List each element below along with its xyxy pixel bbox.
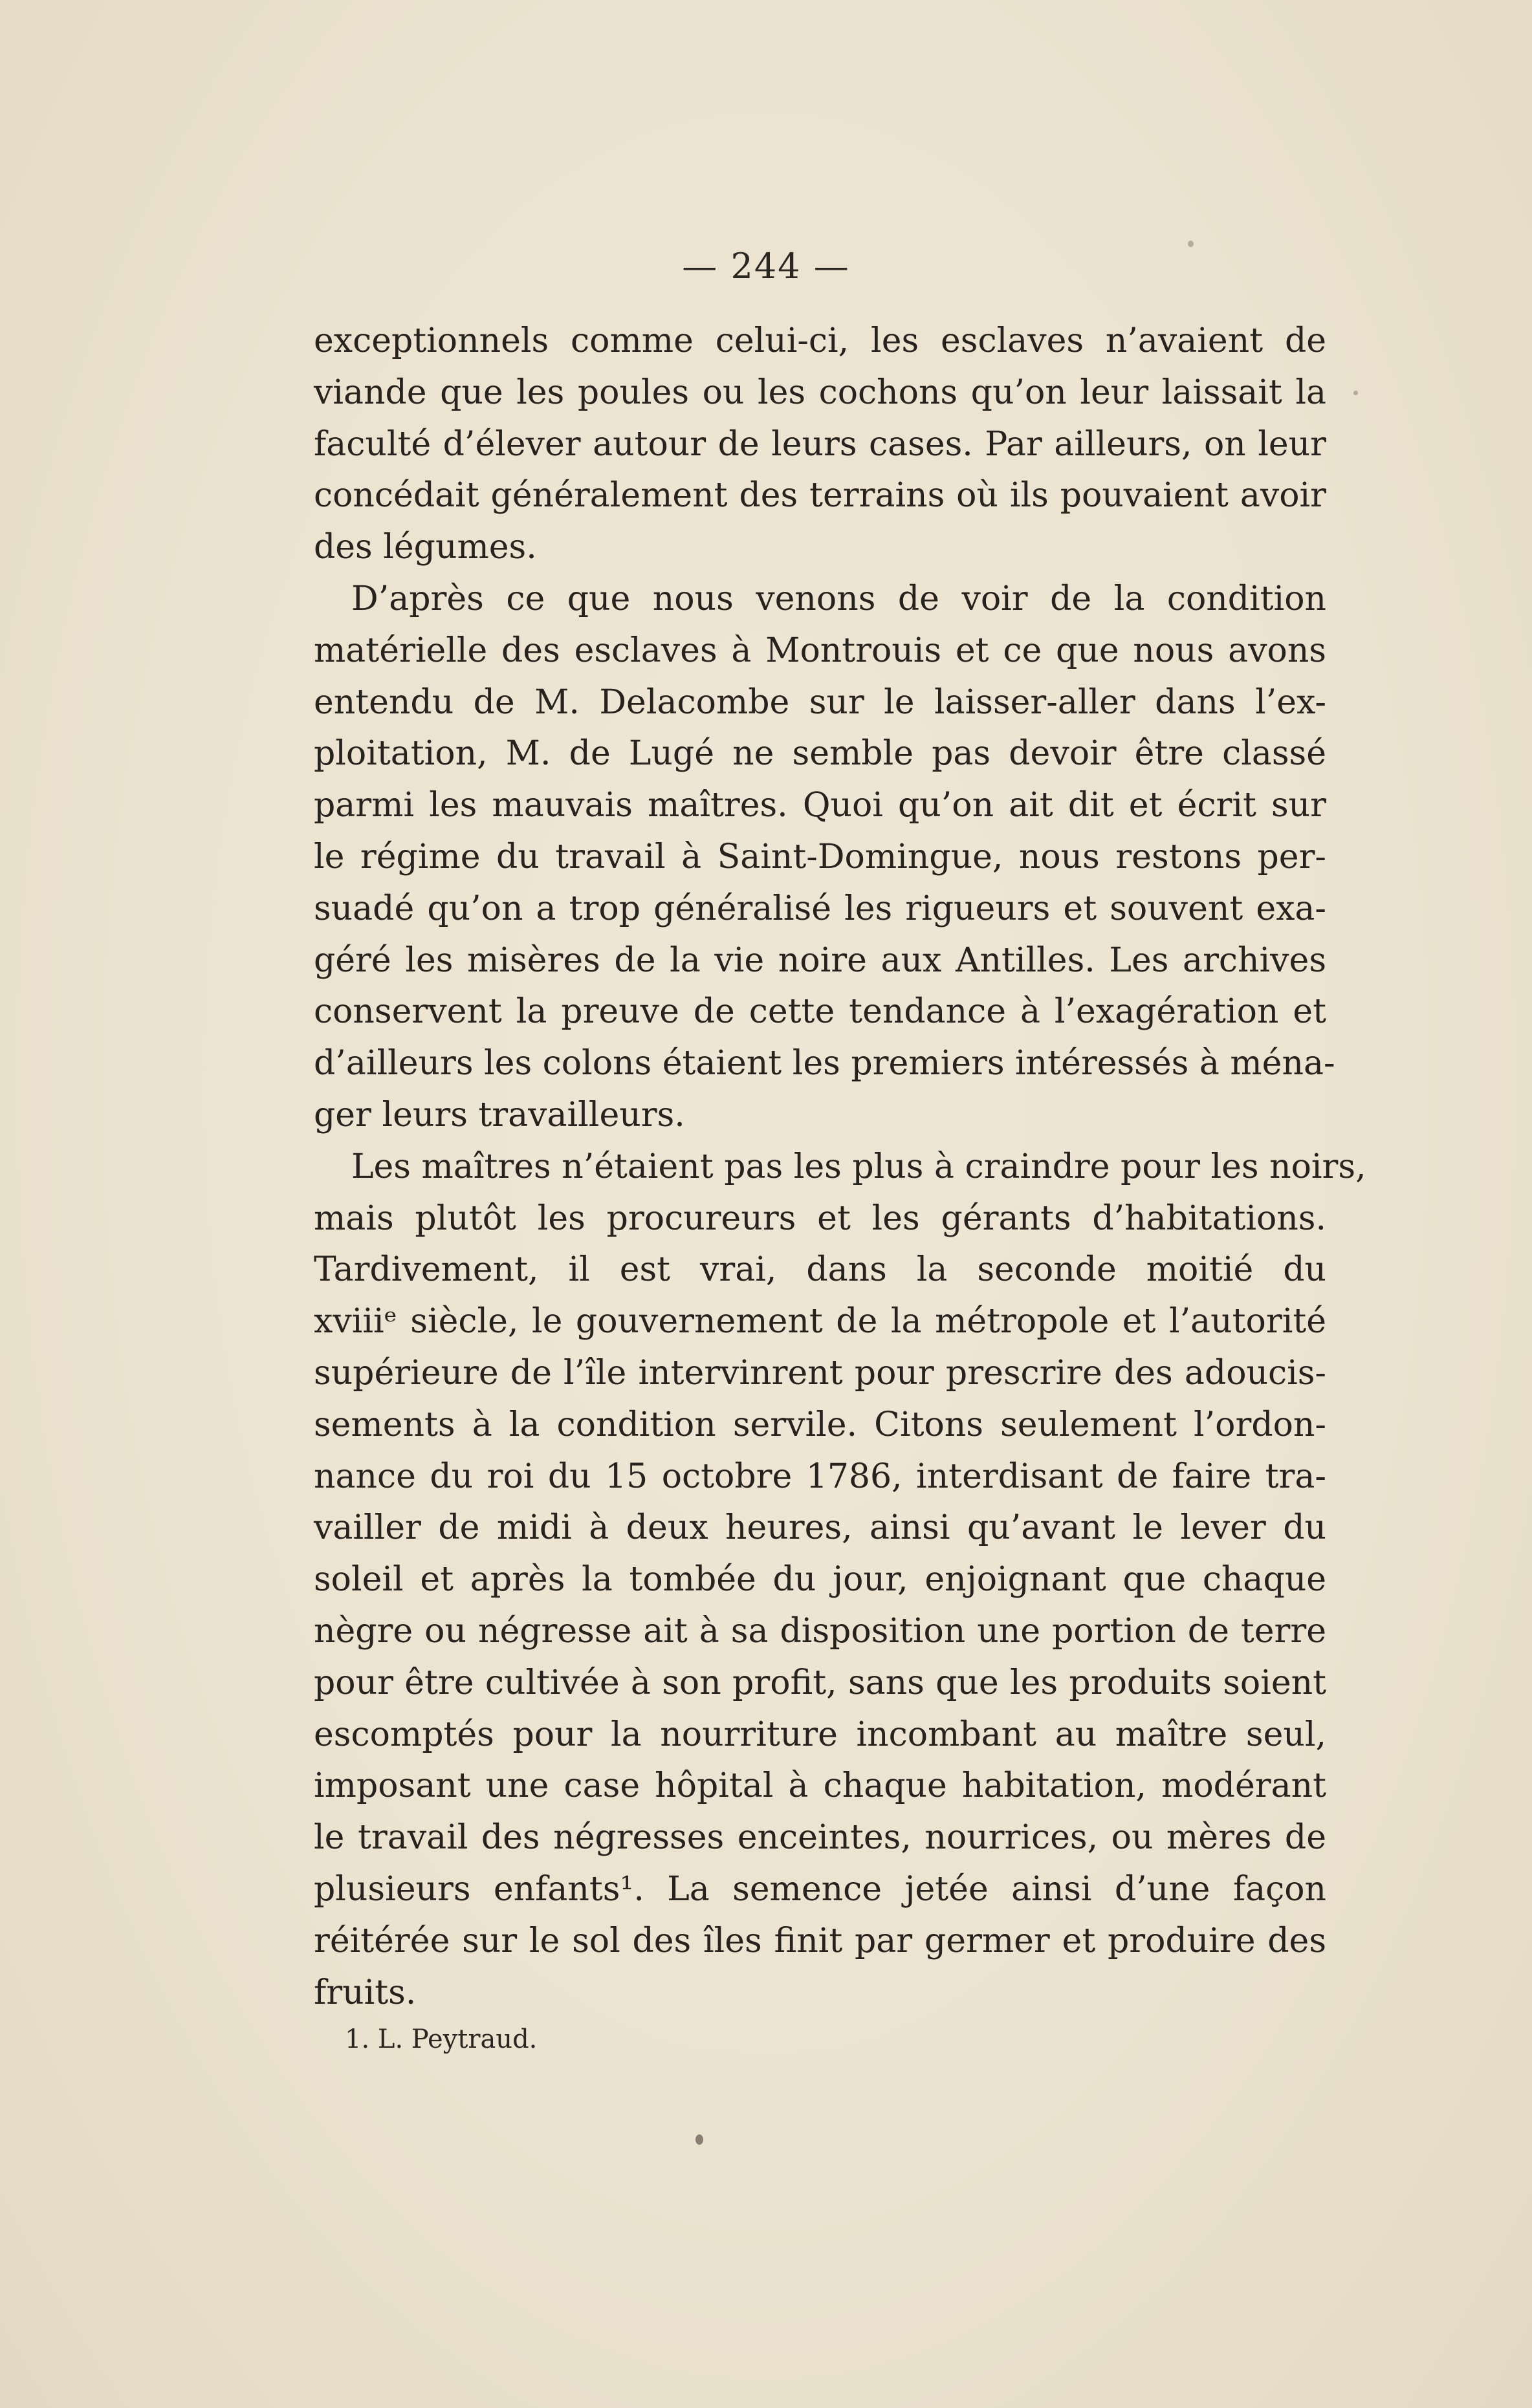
footnote: 1. L. Peytraud. <box>345 2024 538 2054</box>
text-line: soleil et après la tombée du jour, enjoignant que chaque <box>314 1560 1326 1600</box>
body-text <box>314 316 1366 2019</box>
ink-speck <box>1353 391 1358 395</box>
text-line: viande que les poules ou les cochons qu’on leur laissait la <box>314 373 1326 412</box>
text-line: nègre ou négresse ait à sa disposition une portion de terre <box>314 1611 1326 1651</box>
ink-speck <box>1188 241 1194 247</box>
text-line: concédait généralement des terrains où ils pouvaient avoir <box>314 476 1326 515</box>
text-line: entendu de M. Delacombe sur le laisser-aller dans l’ex- <box>314 682 1326 722</box>
text-line: Tardivement, il est vrai, dans la seconde moitié du <box>314 1250 1326 1290</box>
ink-speck <box>695 2134 703 2145</box>
text-line: des légumes. <box>314 528 537 567</box>
text-line: sements à la condition servile. Citons seulement l’ordon- <box>314 1405 1326 1444</box>
text-line: conservent la preuve de cette tendance à l’exagération et <box>314 992 1326 1032</box>
text-line: supérieure de l’île intervinrent pour prescrire des adoucis- <box>314 1353 1326 1393</box>
text-line: pour être cultivée à son profit, sans que les produits soient <box>314 1663 1326 1702</box>
text-line: ploitation, M. de Lugé ne semble pas devoir être classé <box>314 734 1326 774</box>
text-line: mais plutôt les procureurs et les gérants d’habitations. <box>314 1199 1326 1238</box>
text-line: d’ailleurs les colons étaient les premiers intéressés à ména- <box>314 1044 1335 1083</box>
text-line: géré les misères de la vie noire aux Antilles. Les archives <box>314 940 1326 980</box>
text-line: le régime du travail à Saint-Domingue, nous restons per- <box>314 837 1326 876</box>
text-line: imposant une case hôpital à chaque habitation, modérant <box>314 1766 1326 1806</box>
text-line: xviiiᵉ siècle, le gouvernement de la métropole et l’autorité <box>314 1302 1326 1341</box>
text-line: parmi les mauvais maîtres. Quoi qu’on ait dit et écrit sur <box>314 786 1326 825</box>
text-line: le travail des négresses enceintes, nourrices, ou mères de <box>314 1818 1326 1858</box>
text-line: vailler de midi à deux heures, ainsi qu’avant le lever du <box>314 1508 1326 1548</box>
text-line: D’après ce que nous venons de voir de la condition <box>351 579 1326 618</box>
text-line: réitérée sur le sol des îles finit par germer et produire des <box>314 1921 1326 1960</box>
text-line: Les maîtres n’étaient pas les plus à craindre pour les noirs, <box>351 1147 1366 1186</box>
text-line: plusieurs enfants¹. La semence jetée ainsi d’une façon <box>314 1869 1326 1909</box>
text-line: exceptionnels comme celui-ci, les esclaves n’avaient de <box>314 321 1326 360</box>
text-line: fruits. <box>314 1973 417 2012</box>
text-line: matérielle des esclaves à Montrouis et ce que nous avons <box>314 631 1326 670</box>
page-number: — 244 — <box>682 246 850 287</box>
text-line: escomptés pour la nourriture incombant au maître seul, <box>314 1715 1326 1754</box>
text-line: ger leurs travailleurs. <box>314 1095 685 1134</box>
text-line: suadé qu’on a trop généralisé les rigueurs et souvent exa- <box>314 889 1326 928</box>
text-line: faculté d’élever autour de leurs cases. Par ailleurs, on leur <box>314 424 1326 464</box>
text-line: nance du roi du 15 octobre 1786, interdisant de faire tra- <box>314 1457 1326 1496</box>
